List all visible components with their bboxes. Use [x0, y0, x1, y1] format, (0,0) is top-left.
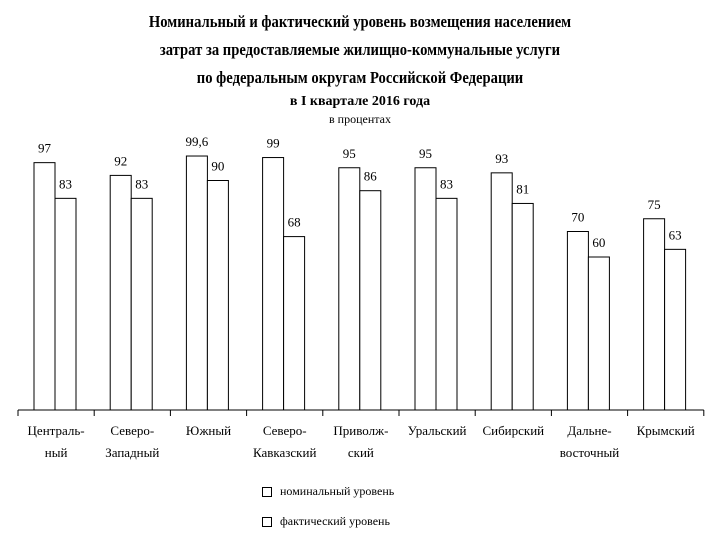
data-label-actual: 83 [135, 176, 149, 192]
data-label-nominal: 99 [266, 135, 280, 151]
bar-actual [284, 237, 305, 410]
x-tick-label: Уральский [407, 423, 467, 438]
bar-actual [131, 198, 152, 410]
data-label-actual: 63 [668, 227, 682, 243]
chart-units: в процентах [329, 112, 391, 126]
chart-subtitle: в I квартале 2016 года [289, 94, 431, 109]
data-label-nominal: 75 [647, 196, 661, 212]
bar-actual [512, 203, 533, 410]
x-tick-label: Приволж- [333, 423, 389, 438]
chart-title-line-2: затрат за предоставляемые жилищно-коммунальные услуги [159, 40, 561, 59]
legend-label-actual: фактический уровень [280, 514, 390, 528]
x-tick-label: ский [347, 445, 374, 460]
data-label-actual: 60 [592, 235, 606, 250]
data-label-nominal: 99,6 [185, 134, 209, 150]
data-label-nominal: 95 [419, 145, 432, 161]
bar-actual [588, 257, 609, 410]
x-tick-label: Северо- [110, 423, 155, 438]
data-label-nominal: 93 [495, 150, 509, 166]
legend-swatch-nominal [262, 487, 272, 497]
data-label-actual: 68 [287, 214, 301, 230]
data-label-nominal: 70 [571, 209, 585, 225]
chart-title-line-1: Номинальный и фактический уровень возмещения населением [148, 12, 572, 31]
bar-nominal [34, 163, 55, 410]
bar-actual [665, 249, 686, 410]
x-tick-label: восточный [559, 445, 620, 460]
x-tick-label: Крымский [636, 423, 695, 438]
bar-nominal [644, 219, 665, 410]
data-label-actual: 81 [516, 181, 530, 197]
chart-title-line-3: по федеральным округам Российской Федерации [196, 68, 524, 87]
bar-actual [55, 198, 76, 410]
bar-actual [207, 181, 228, 411]
x-tick-label: Дальне- [567, 423, 612, 438]
x-tick-label: Централь- [27, 423, 85, 438]
legend-item-actual [262, 514, 390, 529]
legend-label-nominal: номинальный уровень [280, 484, 395, 498]
data-label-nominal: 97 [38, 140, 51, 156]
legend-item-nominal [262, 484, 394, 499]
data-label-actual: 83 [440, 176, 453, 192]
data-label-actual: 86 [363, 168, 377, 184]
x-tick-label: Южный [185, 423, 232, 438]
data-label-actual: 83 [59, 176, 72, 192]
bar-nominal [567, 232, 588, 411]
data-label-nominal: 92 [114, 153, 128, 169]
x-tick-label: Кавказский [252, 445, 317, 460]
data-label-nominal: 95 [342, 145, 356, 161]
bar-nominal [415, 168, 436, 410]
bar-nominal [491, 173, 512, 410]
bar-actual [436, 198, 457, 410]
legend-swatch-actual [262, 517, 272, 527]
bar-nominal [110, 175, 131, 410]
bar-nominal [186, 156, 207, 410]
bar-nominal [263, 158, 284, 410]
x-tick-label: ный [44, 445, 68, 460]
x-tick-label: Северо- [262, 423, 307, 438]
x-tick-label: Западный [105, 445, 160, 460]
x-tick-label: Сибирский [482, 423, 545, 438]
bar-nominal [339, 168, 360, 410]
data-label-actual: 90 [211, 158, 225, 174]
bar-actual [360, 191, 381, 410]
